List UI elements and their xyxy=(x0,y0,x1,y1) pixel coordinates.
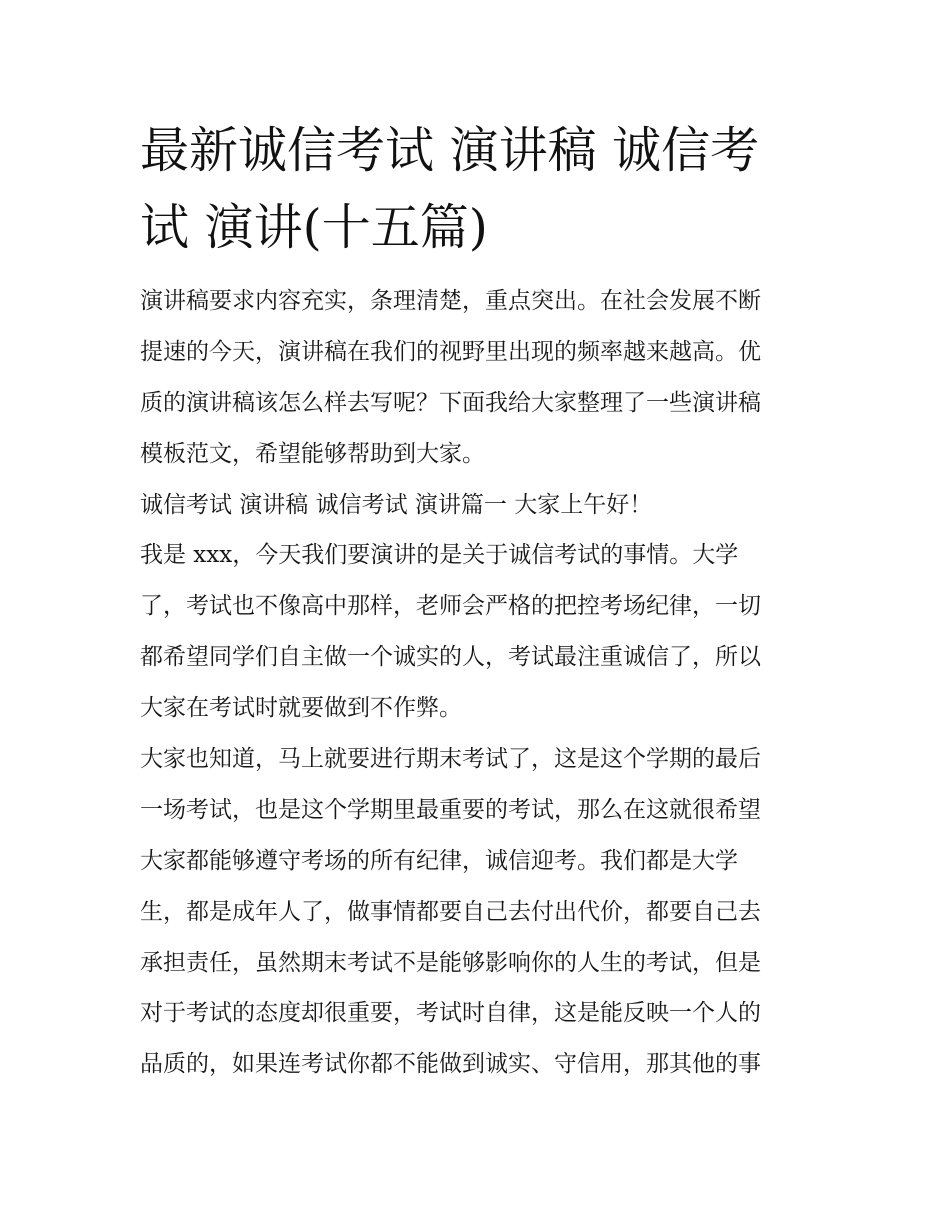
body-line: 生，都是成年人了，做事情都要自己去付出代价，都要自己去 xyxy=(140,898,761,925)
body-line: 都希望同学们自主做一个诚实的人，考试最注重诚信了，所以 xyxy=(140,644,761,671)
document-title xyxy=(140,112,820,266)
body-line: 了，考试也不像高中那样，老师会严格的把控考场纪律，一切 xyxy=(140,593,761,620)
body-line: 大家也知道，马上就要进行期末考试了，这是这个学期的最后 xyxy=(140,746,761,773)
body-line: 质的演讲稿该怎么样去写呢？下面我给大家整理了一些演讲稿 xyxy=(140,389,761,416)
body-line: 承担责任，虽然期末考试不是能够影响你的人生的考试，但是 xyxy=(140,949,761,976)
body-line: 模板范文，希望能够帮助到大家。 xyxy=(140,440,485,467)
body-line: 一场考试，也是这个学期里最重要的考试，那么在这就很希望 xyxy=(140,796,761,823)
body-line: 提速的今天，演讲稿在我们的视野里出现的频率越来越高。优 xyxy=(140,338,761,365)
body-line: 大家都能够遵守考场的所有纪律，诚信迎考。我们都是大学 xyxy=(140,847,738,874)
body-line: 品质的，如果连考试你都不能做到诚实、守信用，那其他的事 xyxy=(140,1051,761,1078)
body-line: 演讲稿要求内容充实，条理清楚，重点突出。在社会发展不断 xyxy=(140,288,761,314)
body-line: 对于考试的态度却很重要，考试时自律，这是能反映一个人的 xyxy=(140,1000,761,1027)
title-line-1: 最新诚信考试 演讲稿 诚信考 xyxy=(140,122,760,179)
body-line: 我是 xxx，今天我们要演讲的是关于诚信考试的事情。大学 xyxy=(140,542,739,569)
section-heading-line: 诚信考试 演讲稿 诚信考试 演讲篇一 大家上午好！ xyxy=(140,491,653,518)
title-line-2: 试 演讲(十五篇) xyxy=(140,199,488,256)
document-body xyxy=(140,276,820,1090)
body-line: 大家在考试时就要做到不作弊。 xyxy=(140,695,462,722)
